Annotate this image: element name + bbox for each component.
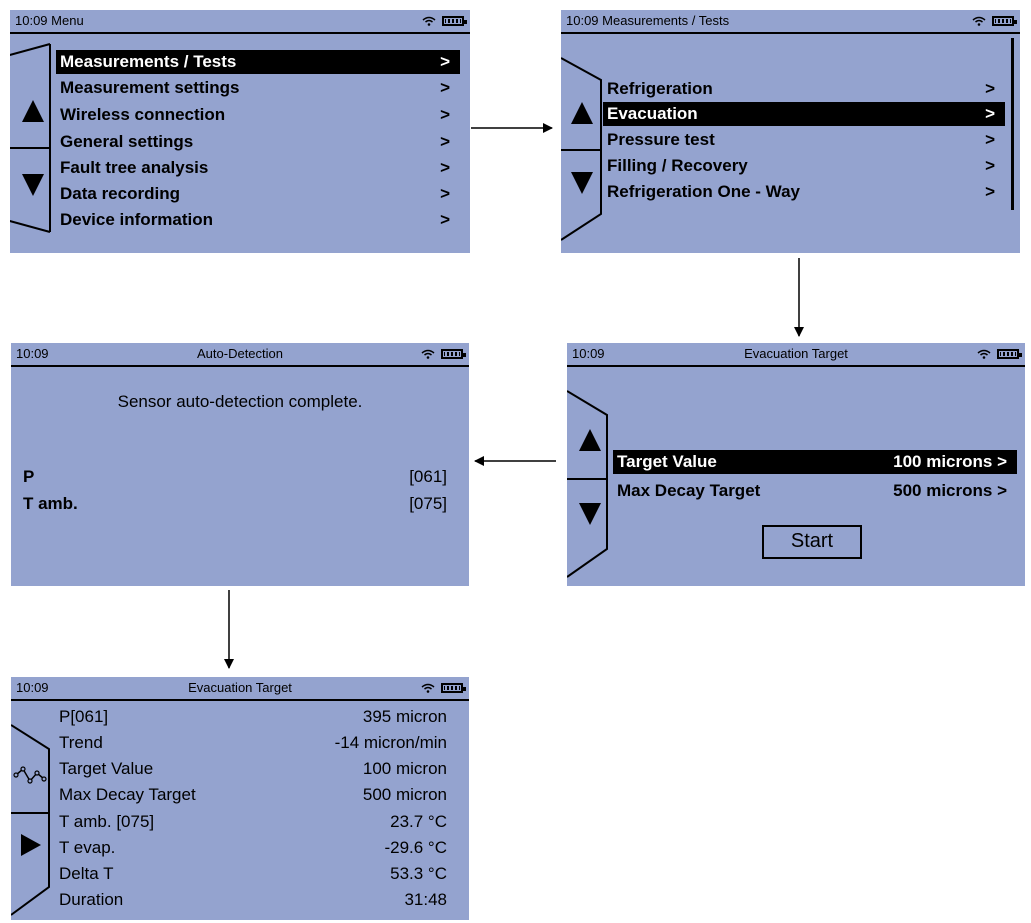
status-time-title: 10:09 Measurements / Tests: [566, 13, 730, 28]
data-row-t-amb: T amb. [075] 23.7 °C: [59, 812, 447, 831]
sensor-id: [061]: [409, 467, 447, 486]
status-title: Evacuation Target: [744, 346, 848, 361]
status-time: 10:09: [572, 346, 605, 361]
menu-item-evacuation[interactable]: Evacuation >: [603, 102, 1005, 126]
data-row-duration: Duration 31:48: [59, 890, 447, 909]
menu-item-refrigeration-one-way[interactable]: Refrigeration One - Way >: [607, 182, 995, 201]
data-row-trend: Trend -14 micron/min: [59, 733, 447, 752]
menu-item-refrigeration[interactable]: Refrigeration >: [607, 79, 995, 98]
menu-item-wireless-connection[interactable]: Wireless connection >: [60, 105, 450, 124]
menu-item-device-information[interactable]: Device information >: [60, 210, 450, 229]
data-row-t-evap: T evap. -29.6 °C: [59, 838, 447, 857]
menu-item-filling-recovery[interactable]: Filling / Recovery >: [607, 156, 995, 175]
target-value-row[interactable]: Target Value 100 microns >: [613, 450, 1017, 474]
sensor-label: P: [23, 467, 35, 486]
status-time: 10:09: [16, 346, 49, 361]
menu-item-pressure-test[interactable]: Pressure test >: [607, 130, 995, 149]
menu-item-fault-tree-analysis[interactable]: Fault tree analysis >: [60, 158, 450, 177]
data-row-pressure: P[061] 395 micron: [59, 707, 447, 726]
status-title: Auto-Detection: [197, 346, 283, 361]
data-row-max-decay-target: Max Decay Target 500 micron: [59, 785, 447, 804]
status-time: 10:09: [16, 680, 49, 695]
sensor-id: [075]: [409, 494, 447, 513]
data-row-target-value: Target Value 100 micron: [59, 759, 447, 778]
status-time-title: 10:09 Menu: [15, 13, 84, 28]
detection-message: Sensor auto-detection complete.: [117, 392, 363, 411]
menu-item-measurement-settings[interactable]: Measurement settings >: [60, 78, 450, 97]
menu-item-measurements-tests[interactable]: Measurements / Tests >: [56, 50, 460, 74]
status-title: Evacuation Target: [188, 680, 292, 695]
data-row-delta-t: Delta T 53.3 °C: [59, 864, 447, 883]
sensor-label: T amb.: [23, 494, 78, 513]
start-button[interactable]: Start: [762, 525, 862, 559]
max-decay-target-row[interactable]: Max Decay Target 500 microns >: [617, 481, 1007, 500]
menu-item-general-settings[interactable]: General settings >: [60, 132, 450, 151]
menu-item-data-recording[interactable]: Data recording >: [60, 184, 450, 203]
